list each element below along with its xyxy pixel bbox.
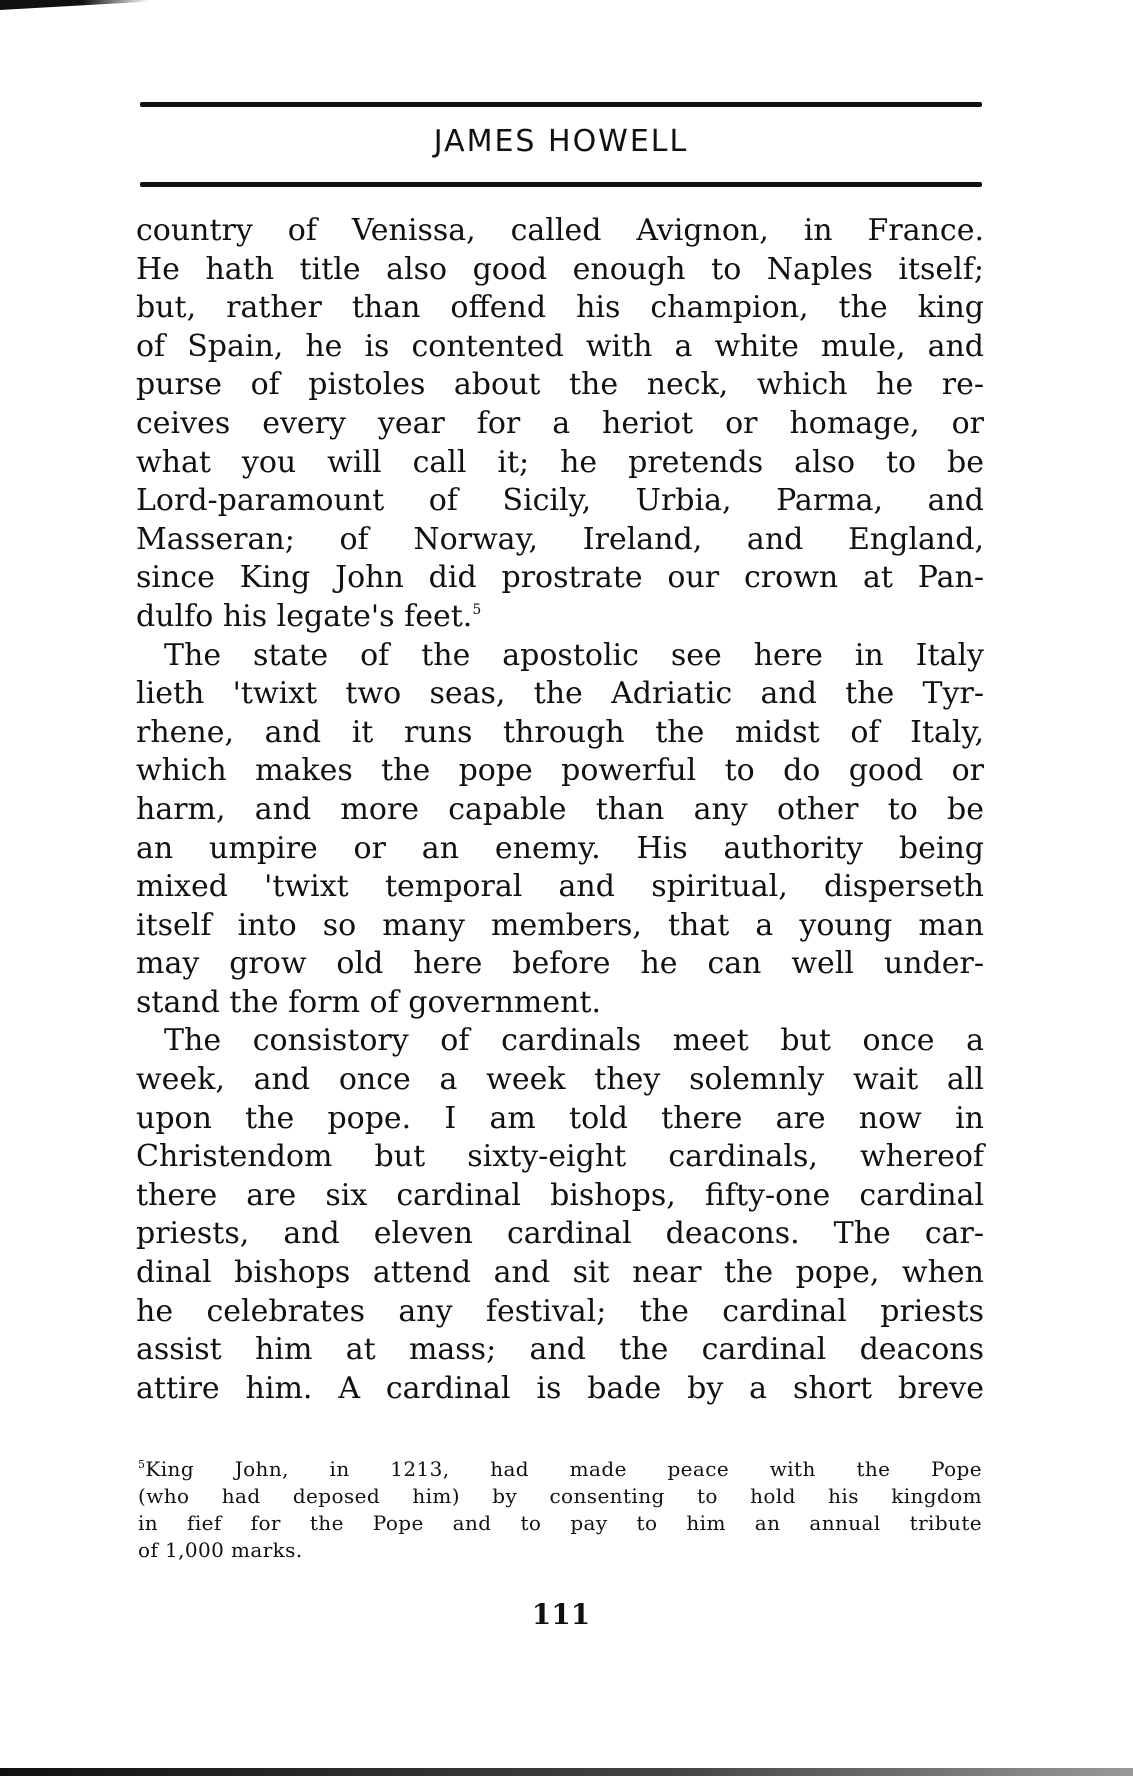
text-line: Masseran; of Norway, Ireland, and England, <box>136 521 984 557</box>
text-line: rhene, and it runs through the midst of Italy, <box>136 714 984 750</box>
text-line: He hath title also good enough to Naples itself; <box>136 251 984 287</box>
text-line: since King John did prostrate our crown at Pan- <box>136 560 984 596</box>
text-line: an umpire or an enemy. His authority being <box>136 830 984 866</box>
header-rule-bottom <box>140 182 982 187</box>
text-line: Lord-paramount of Sicily, Urbia, Parma, and <box>136 483 984 519</box>
text-line: The consistory of cardinals meet but once a <box>164 1023 984 1059</box>
text-line: attire him. A cardinal is bade by a short breve <box>136 1370 984 1406</box>
text-line: assist him at mass; and the cardinal deacons <box>136 1332 984 1368</box>
scan-corner-mark <box>0 0 150 10</box>
text-line: week, and once a week they solemnly wait all <box>136 1062 984 1098</box>
text-line: what you will call it; he pretends also to be <box>136 444 984 480</box>
text-line: dinal bishops attend and sit near the pope, when <box>136 1255 984 1291</box>
text-line: he celebrates any festival; the cardinal priests <box>136 1293 984 1329</box>
text-line-content: dulfo his legate's feet. <box>136 598 473 634</box>
text-line: stand the form of government. <box>136 984 601 1020</box>
text-line: itself into so many members, that a young man <box>136 907 984 943</box>
page-number: 111 <box>531 1598 591 1631</box>
text-line: priests, and eleven cardinal deacons. The car- <box>136 1216 984 1252</box>
footnote-line: in fief for the Pope and to pay to him an annual tribute <box>138 1511 982 1535</box>
text-line: but, rather than offend his champion, the king <box>136 290 984 326</box>
text-line: there are six cardinal bishops, fifty-one cardinal <box>136 1177 984 1213</box>
footnote-line: (who had deposed him) by consenting to hold his kingdom <box>138 1484 982 1508</box>
footnote-line: of 1,000 marks. <box>138 1538 303 1562</box>
text-line: upon the pope. I am told there are now in <box>136 1100 984 1136</box>
body-text <box>136 212 984 1408</box>
text-line: purse of pistoles about the neck, which he re- <box>136 367 984 403</box>
text-line: ceives every year for a heriot or homage, or <box>136 405 984 441</box>
text-line <box>136 598 984 637</box>
scan-bottom-edge <box>0 1768 1133 1776</box>
text-line: Christendom but sixty-eight cardinals, whereof <box>136 1139 984 1175</box>
text-line: which makes the pope powerful to do good or <box>136 753 984 789</box>
text-line: may grow old here before he can well under- <box>136 946 984 982</box>
footnote-line-content: King John, in 1213, had made peace with the Pope <box>145 1457 982 1481</box>
text-line: harm, and more capable than any other to be <box>136 791 984 827</box>
text-line: mixed 'twixt temporal and spiritual, disperseth <box>136 869 984 905</box>
footnote <box>138 1456 982 1564</box>
text-line: lieth 'twixt two seas, the Adriatic and the Tyr- <box>136 676 984 712</box>
footnote-marker: 5 <box>138 1458 146 1471</box>
text-line: country of Venissa, called Avignon, in France. <box>136 213 984 248</box>
text-line: The state of the apostolic see here in Italy <box>164 637 984 673</box>
footnote-reference: 5 <box>472 601 482 618</box>
running-head: JAMES HOWELL <box>433 124 689 159</box>
footnote-line <box>138 1456 982 1483</box>
text-line: of Spain, he is contented with a white mule, and <box>136 328 984 364</box>
header-rule-top <box>140 102 982 107</box>
